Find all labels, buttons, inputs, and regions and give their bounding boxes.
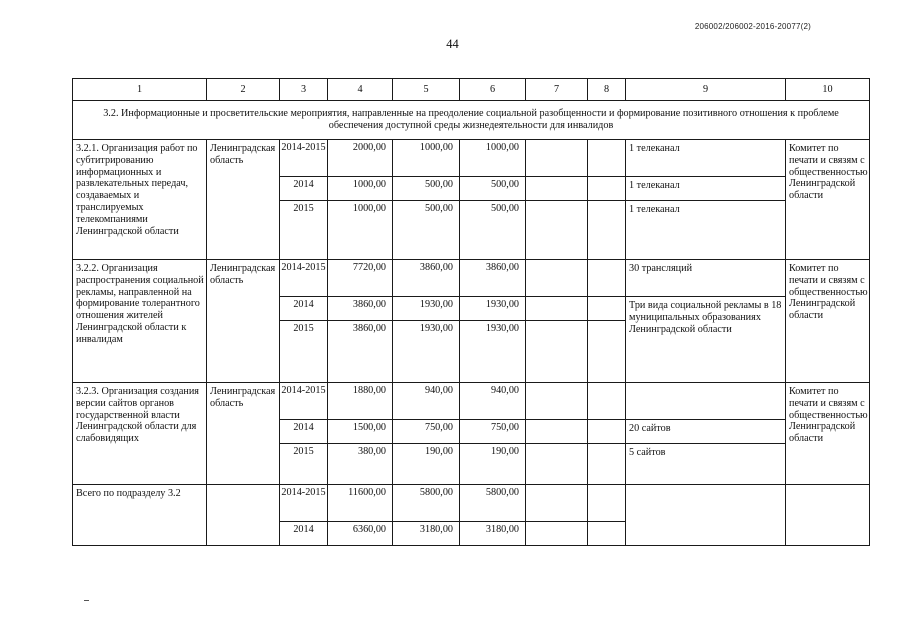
table-row: [73, 260, 870, 297]
total-row: [73, 485, 870, 522]
value-cell: [526, 383, 588, 420]
responsible-cell: Комитет по печати и связям с общественностью Ленинградской области: [786, 260, 870, 383]
value-cell: 1930,00: [393, 321, 460, 383]
measure-name: 3.2.2. Организация распространения социальной рекламы, направленной на формирование толерантного отношения жителей Ленинградской области к инвалидам: [73, 260, 207, 383]
value-cell: 190,00: [460, 444, 526, 485]
value-cell: 1000,00: [460, 140, 526, 177]
column-number: 6: [460, 79, 526, 101]
value-cell: [588, 321, 626, 383]
value-cell: 3860,00: [460, 260, 526, 297]
year-cell: 2014-2015: [280, 485, 328, 522]
column-number: 3: [280, 79, 328, 101]
total-region: [207, 485, 280, 546]
column-number: 8: [588, 79, 626, 101]
value-cell: 6360,00: [328, 522, 393, 546]
result-cell: 20 сайтов: [626, 420, 786, 444]
measure-name: 3.2.3. Организация создания версии сайтов органов государственной власти Ленинградской области для слабовидящих: [73, 383, 207, 485]
value-cell: [588, 485, 626, 522]
value-cell: 3860,00: [328, 321, 393, 383]
value-cell: 1000,00: [328, 201, 393, 260]
value-cell: 7720,00: [328, 260, 393, 297]
responsible-cell: Комитет по печати и связям с общественностью Ленинградской области: [786, 383, 870, 485]
column-number: 5: [393, 79, 460, 101]
value-cell: [526, 297, 588, 321]
year-cell: 2014-2015: [280, 383, 328, 420]
year-cell: 2014-2015: [280, 260, 328, 297]
value-cell: 1500,00: [328, 420, 393, 444]
value-cell: 3860,00: [328, 297, 393, 321]
column-number: 9: [626, 79, 786, 101]
value-cell: 500,00: [393, 201, 460, 260]
value-cell: 1930,00: [460, 321, 526, 383]
value-cell: 1000,00: [393, 140, 460, 177]
value-cell: [526, 201, 588, 260]
column-number: 4: [328, 79, 393, 101]
year-cell: 2015: [280, 444, 328, 485]
value-cell: [588, 260, 626, 297]
column-number: 1: [73, 79, 207, 101]
value-cell: [588, 177, 626, 201]
result-cell: 30 трансляций: [626, 260, 786, 297]
value-cell: 5800,00: [460, 485, 526, 522]
result-cell: 1 телеканал: [626, 201, 786, 260]
value-cell: 1930,00: [393, 297, 460, 321]
measure-region: Ленинградская область: [207, 260, 280, 383]
total-label: Всего по подразделу 3.2: [73, 485, 207, 546]
result-cell: 1 телеканал: [626, 140, 786, 177]
year-cell: 2014: [280, 177, 328, 201]
value-cell: 1880,00: [328, 383, 393, 420]
value-cell: 750,00: [393, 420, 460, 444]
value-cell: 2000,00: [328, 140, 393, 177]
value-cell: 1000,00: [328, 177, 393, 201]
table-row: [73, 383, 870, 420]
value-cell: 1930,00: [460, 297, 526, 321]
value-cell: 3180,00: [460, 522, 526, 546]
section-title: 3.2. Информационные и просветительские мероприятия, направленные на преодоление социальной разобщенности и формирование позитивного отношения к проблеме обеспечения доступной среды жизнедеятельности для инвалидов: [73, 101, 870, 140]
value-cell: 3180,00: [393, 522, 460, 546]
value-cell: [526, 485, 588, 522]
column-number: 2: [207, 79, 280, 101]
result-cell: 1 телеканал: [626, 177, 786, 201]
value-cell: 500,00: [393, 177, 460, 201]
value-cell: [588, 420, 626, 444]
responsible-cell: [786, 485, 870, 546]
value-cell: 940,00: [393, 383, 460, 420]
measure-name: 3.2.1. Организация работ по субтитрированию информационных и развлекательных передач, создаваемых и транслируемых телекомпаниями Ленинградской области: [73, 140, 207, 260]
value-cell: [526, 321, 588, 383]
year-cell: 2015: [280, 321, 328, 383]
year-cell: 2014-2015: [280, 140, 328, 177]
value-cell: 190,00: [393, 444, 460, 485]
year-cell: 2014: [280, 522, 328, 546]
value-cell: [526, 420, 588, 444]
value-cell: 500,00: [460, 201, 526, 260]
value-cell: [588, 201, 626, 260]
value-cell: 11600,00: [328, 485, 393, 522]
value-cell: [588, 522, 626, 546]
value-cell: [588, 383, 626, 420]
measures-table: [72, 78, 870, 546]
value-cell: 3860,00: [393, 260, 460, 297]
value-cell: [526, 260, 588, 297]
column-number: 10: [786, 79, 870, 101]
value-cell: 750,00: [460, 420, 526, 444]
value-cell: 5800,00: [393, 485, 460, 522]
column-number: 7: [526, 79, 588, 101]
value-cell: [588, 444, 626, 485]
result-cell: [626, 383, 786, 420]
result-cell: Три вида социальной рекламы в 18 муниципальных образованиях Ленинградской области: [626, 297, 786, 383]
value-cell: [526, 177, 588, 201]
value-cell: [526, 140, 588, 177]
value-cell: [526, 444, 588, 485]
result-cell: 5 сайтов: [626, 444, 786, 485]
document-id: 206002/206002-2016-20077(2): [694, 22, 811, 31]
page-number: 44: [446, 37, 459, 51]
value-cell: 380,00: [328, 444, 393, 485]
result-cell: [626, 485, 786, 546]
responsible-cell: Комитет по печати и связям с общественностью Ленинградской области: [786, 140, 870, 260]
value-cell: 940,00: [460, 383, 526, 420]
value-cell: 500,00: [460, 177, 526, 201]
year-cell: 2015: [280, 201, 328, 260]
section-title-row: [73, 101, 870, 140]
measure-region: Ленинградская область: [207, 383, 280, 485]
value-cell: [526, 522, 588, 546]
year-cell: 2014: [280, 420, 328, 444]
page-mark: [84, 600, 89, 601]
measure-region: Ленинградская область: [207, 140, 280, 260]
value-cell: [588, 140, 626, 177]
column-numbers-row: [73, 79, 870, 101]
year-cell: 2014: [280, 297, 328, 321]
value-cell: [588, 297, 626, 321]
table-row: [73, 140, 870, 177]
